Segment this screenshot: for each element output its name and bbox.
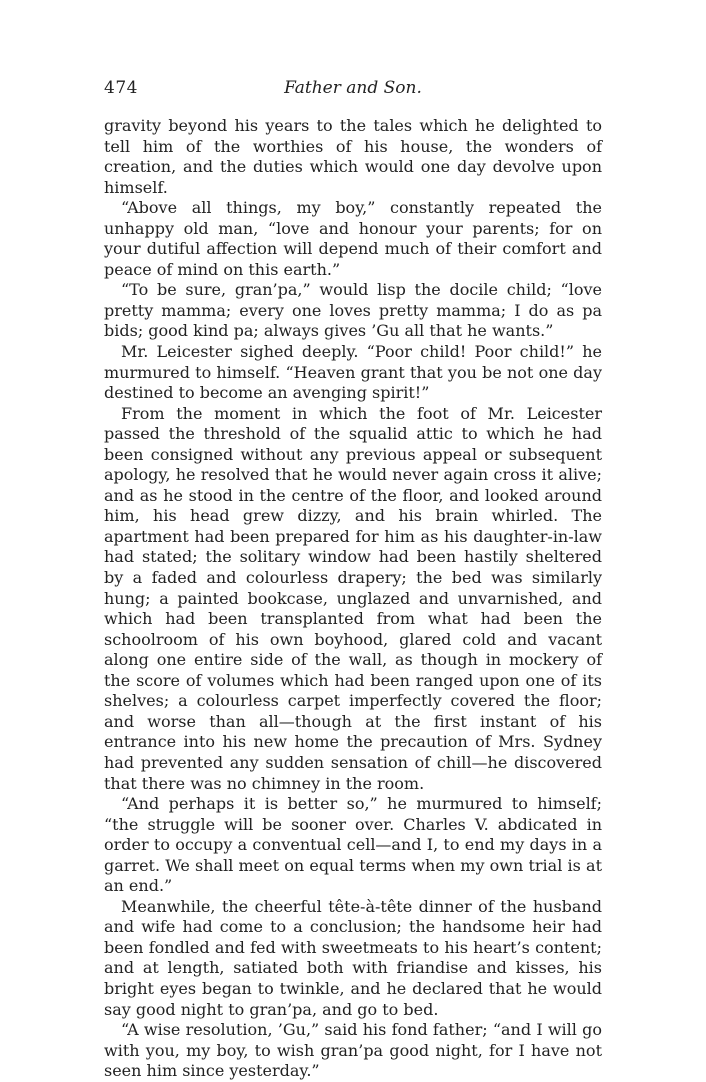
- body-text: [104, 116, 602, 1082]
- running-title: Father and Son.: [284, 78, 422, 98]
- paragraph: “To be sure, gran’pa,” would lisp the docile child; “love pretty mamma; every one loves pretty mamma; I do as pa bids; good kind pa; always gives ’Gu all that he wants.”: [104, 280, 602, 341]
- page-number: 474: [104, 78, 138, 98]
- paragraph: “Above all things, my boy,” constantly repeated the unhappy old man, “love and honour your parents; for on your dutiful affection will depend much of their comfort and peace of mind on this earth.”: [104, 198, 602, 279]
- paragraph: From the moment in which the foot of Mr. Leicester passed the threshold of the squalid attic to which he had been consigned without any previous appeal or subsequent apology, he resolved that he would never again cross it alive; and as he stood in the centre of the floor, and looked around him, his head grew dizzy, and his brain whirled. The apartment had been prepared for him as his daughter-in-law had stated; the solitary window had been hastily sheltered by a faded and colourless drapery; the bed was similarly hung; a painted bookcase, unglazed and unvarnished, and which had been transplanted from what had been the schoolroom of his own boyhood, glared cold and vacant along one entire side of the wall, as though in mockery of the score of volumes which had been ranged upon one of its shelves; a colourless carpet imperfectly covered the floor; and worse than all—though at the first instant of his entrance into his new home the precaution of Mrs. Sydney had prevented any sudden sensation of chill—he discovered that there was no chimney in the room.: [104, 403, 602, 793]
- paragraph: Mr. Leicester sighed deeply. “Poor child! Poor child!” he murmured to himself. “Heaven grant that you be not one day destined to become an avenging spirit!”: [104, 342, 602, 403]
- paragraph: “A wise resolution, ’Gu,” said his fond father; “and I will go with you, my boy, to wish gran’pa good night, for I have not seen him since yesterday.”: [104, 1020, 602, 1081]
- paragraph: gravity beyond his years to the tales which he delighted to tell him of the worthies of his house, the wonders of creation, and the duties which would one day devolve upon himself.: [104, 116, 602, 197]
- page-header: [104, 78, 602, 100]
- paragraph: “And perhaps it is better so,” he murmured to himself; “the struggle will be sooner over. Charles V. abdicated in order to occupy a conventual cell—and I, to end my days in a garret. We shall meet on equal terms when my own trial is at an end.”: [104, 794, 602, 896]
- paragraph: Meanwhile, the cheerful tête-à-tête dinner of the husband and wife had come to a conclusion; the handsome heir had been fondled and fed with sweetmeats to his heart’s content; and at length, satiated both with friandise and kisses, his bright eyes began to twinkle, and he declared that he would say good night to gran’pa, and go to bed.: [104, 896, 602, 1019]
